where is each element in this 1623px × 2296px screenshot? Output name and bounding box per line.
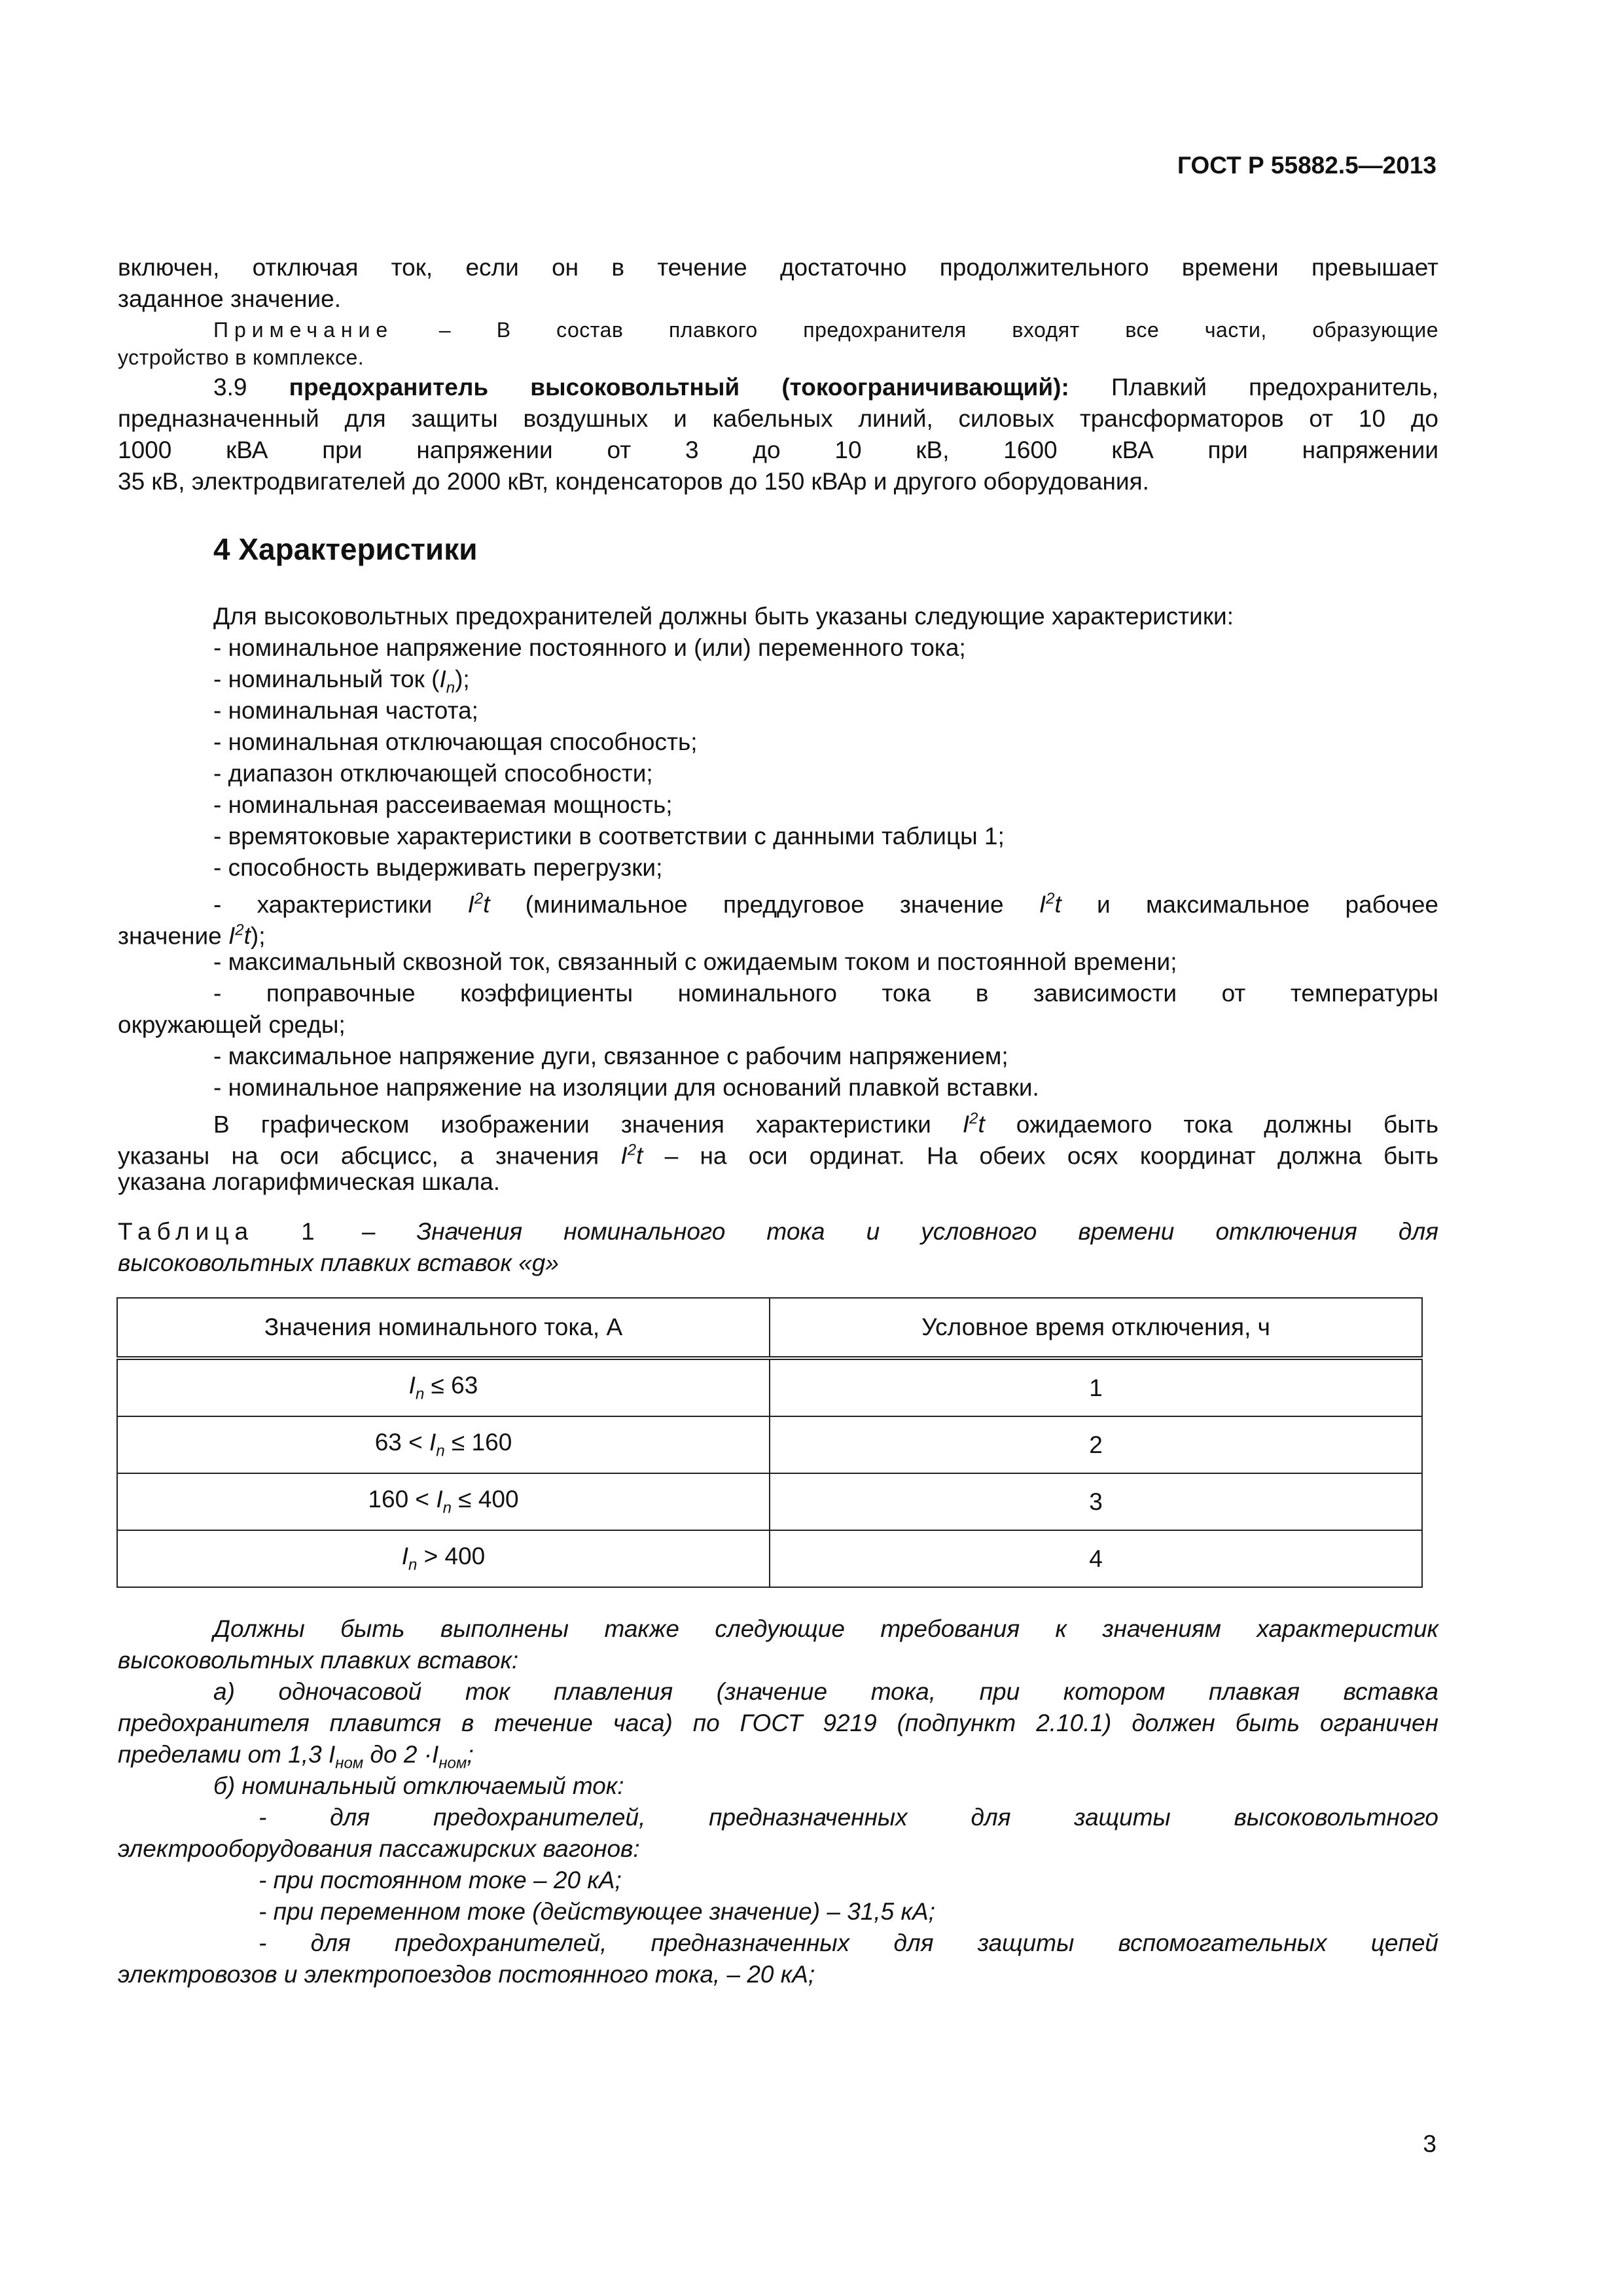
table-row <box>117 1473 1422 1530</box>
list-item: - номинальная отключающая способность; <box>213 728 698 755</box>
table-caption-text: Значения номинального тока и условного времени отключения для <box>416 1218 1438 1245</box>
text-part: В графическом изображении значения характеристики <box>213 1111 963 1138</box>
table-caption-dash: – <box>320 1218 417 1245</box>
table-header-cell: Условное время отключения, ч <box>770 1298 1422 1358</box>
table-cell-time: 4 <box>770 1530 1422 1587</box>
current-time-table <box>116 1297 1423 1588</box>
i2t-symbol: $I^2t$ <box>467 890 490 918</box>
table-row <box>117 1416 1422 1473</box>
text-line: Для высоковольтных предохранителей должны быть указаны следующие характеристики: <box>213 603 1234 630</box>
list-item: - номинальное напряжение на изоляции для оснований плавкой вставки. <box>213 1074 1039 1101</box>
list-item: - времятоковые характеристики в соответствии с данными таблицы 1; <box>213 823 1005 850</box>
definition-term: предохранитель высоковольтный (токоограничивающий): <box>289 374 1069 401</box>
text-line: 1000 кВА при напряжении от 3 до 10 кВ, 1600 кВА при напряжении <box>118 437 1438 463</box>
text-line: указана логарифмическая шкала. <box>118 1168 501 1195</box>
definition-line <box>213 372 1438 403</box>
note-text: – В состав плавкого предохранителя входят все части, образующие <box>393 318 1438 342</box>
page-number: 3 <box>1423 2130 1436 2157</box>
text-line: а) одночасовой ток плавления (значение тока, при котором плавкая вставка <box>213 1678 1438 1705</box>
symbol-n: n <box>446 679 455 697</box>
i2t-symbol: $I^2t$ <box>228 922 251 950</box>
list-item-text: - характеристики <box>213 891 468 918</box>
text-line: окружающей среды; <box>118 1011 346 1038</box>
table-cell-current: $I_n \le 63$ <box>117 1358 770 1416</box>
text-line: высоковольтных плавких вставок: <box>118 1647 519 1674</box>
i2t-symbol: $I^2t$ <box>962 1110 985 1138</box>
list-item: - номинальное напряжение постоянного и (или) переменного тока; <box>213 634 966 661</box>
text-line: - для предохранителей, предназначенных для защиты высоковольтного <box>259 1804 1438 1831</box>
section-heading: 4 Характеристики <box>213 532 478 566</box>
table-row <box>117 1530 1422 1587</box>
text-line: - для предохранителей, предназначенных для защиты вспомогательных цепей <box>259 1929 1438 1956</box>
list-item: - поправочные коэффициенты номинального тока в зависимости от температуры <box>213 980 1438 1007</box>
text-part: указаны на оси абсцисс, а значения <box>118 1142 621 1170</box>
subscript-nom: ном <box>438 1754 467 1772</box>
table-caption-line2: высоковольтных плавких вставок «g» <box>118 1249 559 1276</box>
table-cell-time: 3 <box>770 1473 1422 1530</box>
note-line: устройство в комплексе. <box>118 346 365 369</box>
text-line: заданное значение. <box>118 285 341 312</box>
i2t-symbol: $I^2t$ <box>1039 890 1061 918</box>
table-cell-current: $I_n > 400$ <box>117 1530 770 1587</box>
text-line: электровозов и электропоездов постоянного тока, – 20 кА; <box>118 1961 815 1988</box>
table-cell-time: 1 <box>770 1358 1422 1416</box>
text-line: б) номинальный отключаемый ток: <box>213 1772 624 1799</box>
document-header-id: ГОСТ Р 55882.5—2013 <box>1177 152 1436 179</box>
text-part: ожидаемого тока должны быть <box>984 1111 1438 1138</box>
text-line: 35 кВ, электродвигателей до 2000 кВт, конденсаторов до 150 кВАр и другого оборудования. <box>118 468 1149 495</box>
list-item-text: ); <box>455 666 470 692</box>
text-line: - при постоянном токе – 20 кА; <box>259 1867 622 1893</box>
list-item: - номинальная частота; <box>213 697 478 724</box>
table-row <box>117 1358 1422 1416</box>
list-item-text: и максимальное рабочее <box>1061 891 1438 918</box>
text-part: пределами от 1,3 I <box>118 1741 336 1768</box>
list-item-text: значение <box>118 922 228 950</box>
list-item: - способность выдерживать перегрузки; <box>213 854 663 881</box>
list-item-text: (минимальное преддуговое значение <box>490 891 1039 918</box>
table-header-row <box>117 1298 1422 1358</box>
text-line: включен, отключая ток, если он в течение достаточно продолжительного времени превышает <box>118 254 1438 281</box>
i2t-symbol: $I^2t$ <box>620 1141 643 1170</box>
text-line: предохранителя плавится в течение часа) по ГОСТ 9219 (подпункт 2.10.1) должен быть ограничен <box>118 1710 1438 1736</box>
text-line: - при переменном токе (действующее значение) – 31,5 кА; <box>259 1898 935 1925</box>
symbol-i: I <box>439 666 446 692</box>
definition-text: Плавкий предохранитель, <box>1069 374 1439 401</box>
text-line: предназначенный для защиты воздушных и кабельных линий, силовых трансформаторов от 10 до <box>118 405 1438 432</box>
table-header-cell: Значения номинального тока, А <box>117 1298 770 1358</box>
table-cell-time: 2 <box>770 1416 1422 1473</box>
text-line: Должны быть выполнены также следующие требования к значениям характеристик <box>213 1615 1438 1642</box>
list-item-text: ); <box>250 922 266 950</box>
list-item: - номинальная рассеиваемая мощность; <box>213 791 673 818</box>
text-part: – на оси ординат. На обеих осях координат должна быть <box>643 1142 1438 1170</box>
note-label: Примечание <box>213 318 394 342</box>
text-part: до 2 ·I <box>363 1741 439 1768</box>
list-item-text: - номинальный ток ( <box>213 666 440 692</box>
list-item: - максимальный сквозной ток, связанный с ожидаемым током и постоянной времени; <box>213 948 1177 975</box>
table-caption-label: Таблица 1 <box>118 1218 321 1245</box>
list-item: - максимальное напряжение дуги, связанное с рабочим напряжением; <box>213 1043 1008 1069</box>
table-caption <box>118 1216 1438 1247</box>
table-cell-current: $160 < I_n \le 400$ <box>117 1473 770 1530</box>
subscript-nom: ном <box>335 1754 364 1772</box>
definition-number: 3.9 <box>213 374 289 401</box>
text-line: электрооборудования пассажирских вагонов: <box>118 1835 640 1862</box>
table-cell-current: $63 < I_n \le 160$ <box>117 1416 770 1473</box>
list-item: - диапазон отключающей способности; <box>213 760 653 787</box>
note-line <box>213 314 1438 346</box>
text-part: ; <box>467 1741 474 1768</box>
